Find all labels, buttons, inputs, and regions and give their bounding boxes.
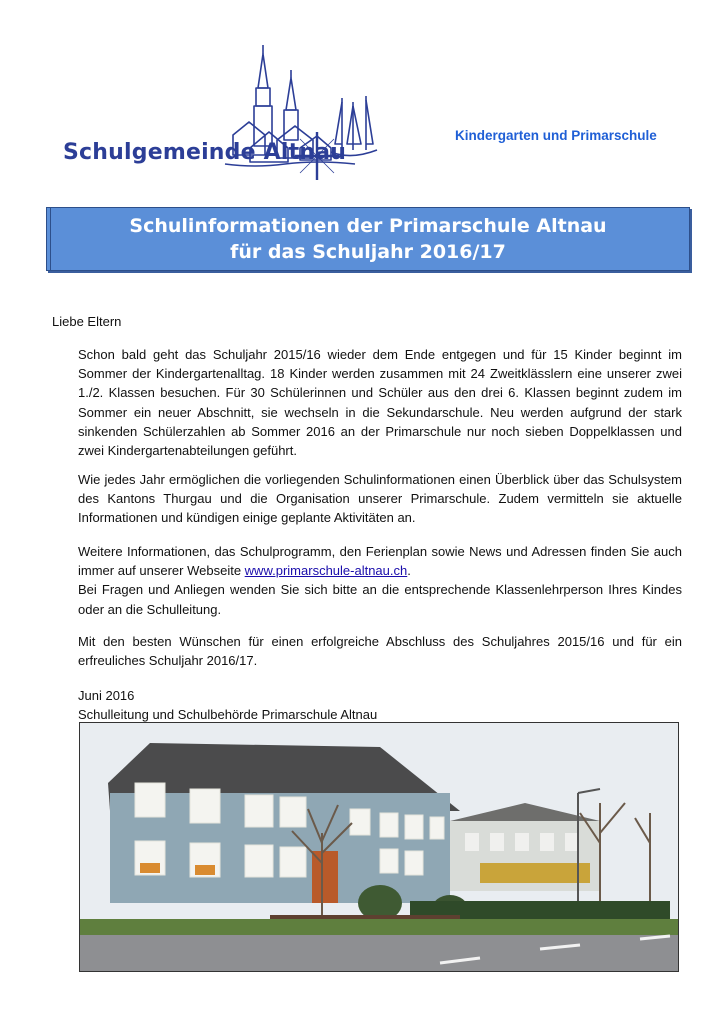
- title-banner: [46, 207, 690, 271]
- paragraph-overview: Wie jedes Jahr ermöglichen die vorliegenden Schulinformationen einen Überblick über das Schulsystem des Kantons Thurgau und die Organisation unserer Primarschule. Zudem vermitteln sie aktuelle Informationen und kündigen einige geplante Aktivitäten an.: [78, 472, 682, 526]
- letter-date: Juni 2016: [78, 688, 135, 703]
- letter-signature: Schulleitung und Schulbehörde Primarschule Altnau: [78, 707, 378, 723]
- questions-text: Bei Fragen und Anliegen wenden Sie sich bitte an die entsprechende Klassenlehrperson Ihres Kindes oder an die Schulleitung.: [78, 582, 682, 617]
- logo-text: Schulgemeinde Altnau: [63, 140, 347, 165]
- salutation: Liebe Eltern: [52, 314, 122, 329]
- closing: [78, 686, 682, 724]
- paragraph-wishes: Mit den besten Wünschen für einen erfolgreiche Abschluss des Schuljahres 2015/16 und für ein erfreuliches Schuljahr 2016/17.: [78, 634, 682, 669]
- tagline: Kindergarten und Primarschule: [455, 128, 657, 143]
- paragraph-more-info: [78, 542, 682, 619]
- school-building-illustration: [80, 723, 678, 971]
- more-info-period: .: [407, 563, 411, 579]
- more-info-text: Weitere Informationen, das Schulprogramm, den Ferienplan sowie News und Adressen finden Sie auch immer auf unserer Webseite: [78, 544, 682, 579]
- paragraph-intro: Schon bald geht das Schuljahr 2015/16 wieder dem Ende entgegen und für 15 Kinder beginnt im Sommer der Kindergartenalltag. 18 Kinder werden zusammen mit 24 Zweitklässlern eine unserer zwei 1./2. Klassen besuchen. Für 30 Schülerinnen und Schüler aus den drei 6. Klassen beginnt zudem im Sommer ein neuer Abschnitt, sie wechseln in die Sekundarschule. Neu werden aufgrund der stark sinkenden Schülerzahlen ab Sommer 2016 an der Primarschule nur noch sieben Doppelklassen und zwei Kindergartenabteilungen geführt.: [78, 347, 682, 459]
- banner-title-line1: Schulinformationen der Primarschule Altnau: [129, 215, 607, 237]
- school-building-photo: [79, 722, 679, 972]
- banner-title-line2: für das Schuljahr 2016/17: [230, 241, 506, 263]
- website-link[interactable]: www.primarschule-altnau.ch: [244, 563, 408, 579]
- school-logo: [55, 40, 385, 185]
